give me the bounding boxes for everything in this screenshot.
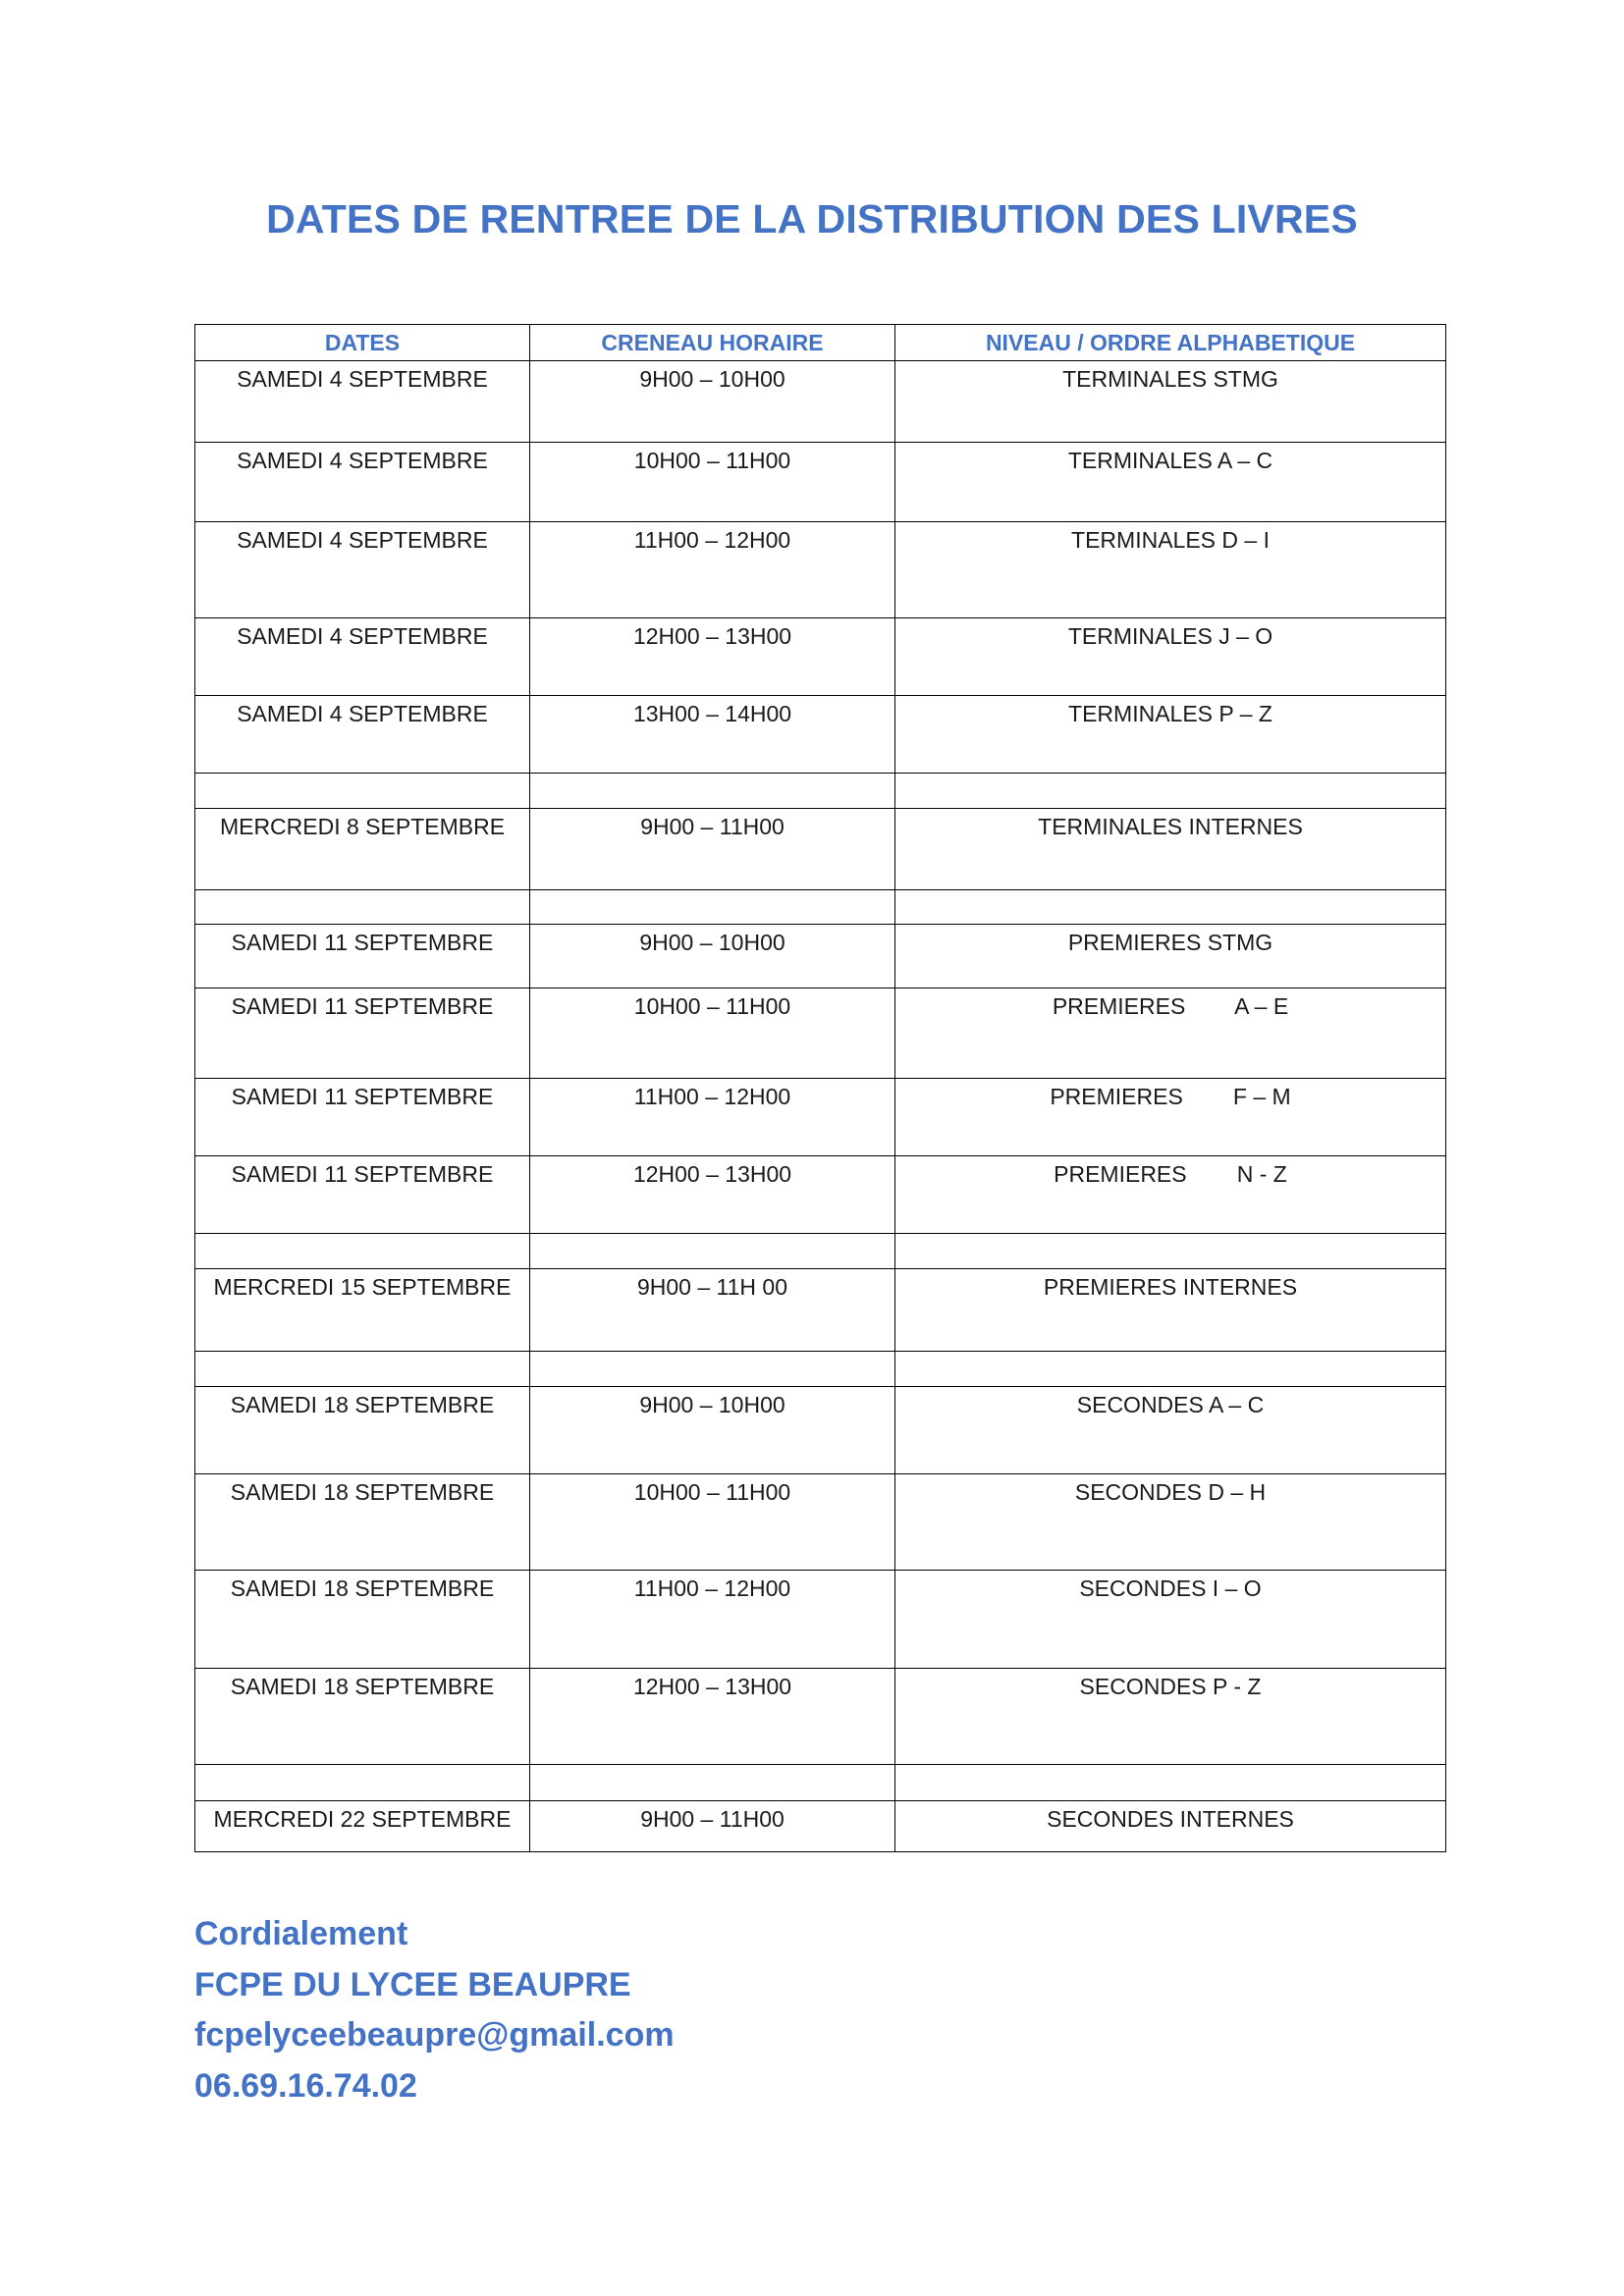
table-row [195, 618, 1446, 696]
table-row [195, 988, 1446, 1079]
cell-level: SECONDES D – H [895, 1474, 1446, 1571]
table-row [195, 1474, 1446, 1571]
cell-level: TERMINALES J – O [895, 618, 1446, 696]
cell-time-slot: 11H00 – 12H00 [530, 1571, 895, 1669]
table-row [195, 1571, 1446, 1669]
cell-date [195, 1234, 530, 1269]
cell-time-slot: 9H00 – 11H00 [530, 1801, 895, 1852]
cell-time-slot [530, 890, 895, 925]
table-row [195, 696, 1446, 774]
cell-time-slot [530, 1765, 895, 1801]
table-row [195, 361, 1446, 443]
cell-date: SAMEDI 4 SEPTEMBRE [195, 522, 530, 618]
cell-date: SAMEDI 11 SEPTEMBRE [195, 1156, 530, 1234]
cell-date: SAMEDI 4 SEPTEMBRE [195, 443, 530, 522]
cell-time-slot: 10H00 – 11H00 [530, 988, 895, 1079]
table-row-spacer [195, 1234, 1446, 1269]
cell-level: SECONDES I – O [895, 1571, 1446, 1669]
table-header-row [195, 325, 1446, 361]
table-row [195, 1079, 1446, 1156]
contact-phone[interactable]: 06.69.16.74.02 [194, 2066, 417, 2105]
cell-level: TERMINALES INTERNES [895, 809, 1446, 890]
column-header-time-slot: CRENEAU HORAIRE [530, 325, 895, 361]
cell-level: TERMINALES STMG [895, 361, 1446, 443]
cell-level [895, 890, 1446, 925]
table-row-spacer [195, 1352, 1446, 1387]
cell-time-slot: 13H00 – 14H00 [530, 696, 895, 774]
cell-date: MERCREDI 15 SEPTEMBRE [195, 1269, 530, 1352]
cell-time-slot: 9H00 – 10H00 [530, 361, 895, 443]
table-row [195, 1669, 1446, 1765]
column-header-level: NIVEAU / ORDRE ALPHABETIQUE [895, 325, 1446, 361]
cell-level: SECONDES INTERNES [895, 1801, 1446, 1852]
cell-level [895, 1352, 1446, 1387]
table-row [195, 522, 1446, 618]
cell-level: PREMIERES N - Z [895, 1156, 1446, 1234]
cell-level [895, 1765, 1446, 1801]
cell-time-slot: 12H00 – 13H00 [530, 618, 895, 696]
cell-date [195, 774, 530, 809]
cell-time-slot: 10H00 – 11H00 [530, 443, 895, 522]
cell-level [895, 774, 1446, 809]
cell-date: SAMEDI 11 SEPTEMBRE [195, 988, 530, 1079]
cell-time-slot: 11H00 – 12H00 [530, 522, 895, 618]
cell-time-slot: 11H00 – 12H00 [530, 1079, 895, 1156]
cell-date [195, 1765, 530, 1801]
cell-time-slot: 12H00 – 13H00 [530, 1156, 895, 1234]
closing-text: Cordialement [194, 1915, 408, 1952]
table-row [195, 443, 1446, 522]
cell-time-slot: 10H00 – 11H00 [530, 1474, 895, 1571]
cell-level: TERMINALES P – Z [895, 696, 1446, 774]
organization-name: FCPE DU LYCEE BEAUPRE [194, 1965, 631, 2003]
table-row [195, 809, 1446, 890]
table-row [195, 1387, 1446, 1474]
cell-time-slot: 9H00 – 11H 00 [530, 1269, 895, 1352]
cell-time-slot [530, 774, 895, 809]
cell-level: SECONDES A – C [895, 1387, 1446, 1474]
cell-level: PREMIERES STMG [895, 925, 1446, 988]
table-row-spacer [195, 1765, 1446, 1801]
cell-date: SAMEDI 18 SEPTEMBRE [195, 1571, 530, 1669]
cell-level: TERMINALES D – I [895, 522, 1446, 618]
signature-block [194, 1909, 675, 2111]
table-row [195, 925, 1446, 988]
cell-time-slot: 12H00 – 13H00 [530, 1669, 895, 1765]
cell-date [195, 1352, 530, 1387]
cell-level: PREMIERES INTERNES [895, 1269, 1446, 1352]
cell-date: SAMEDI 18 SEPTEMBRE [195, 1669, 530, 1765]
cell-date: SAMEDI 11 SEPTEMBRE [195, 1079, 530, 1156]
cell-date: SAMEDI 4 SEPTEMBRE [195, 618, 530, 696]
cell-level: PREMIERES F – M [895, 1079, 1446, 1156]
cell-time-slot [530, 1234, 895, 1269]
schedule-table [194, 324, 1446, 1852]
cell-date: SAMEDI 4 SEPTEMBRE [195, 696, 530, 774]
table-row-spacer [195, 890, 1446, 925]
cell-level: TERMINALES A – C [895, 443, 1446, 522]
cell-date: MERCREDI 22 SEPTEMBRE [195, 1801, 530, 1852]
table-row [195, 1156, 1446, 1234]
cell-time-slot: 9H00 – 10H00 [530, 1387, 895, 1474]
cell-level [895, 1234, 1446, 1269]
column-header-dates: DATES [195, 325, 530, 361]
cell-time-slot [530, 1352, 895, 1387]
table-row [195, 1801, 1446, 1852]
cell-date: MERCREDI 8 SEPTEMBRE [195, 809, 530, 890]
contact-email[interactable]: fcpelyceebeaupre@gmail.com [194, 2016, 675, 2054]
table-row [195, 1269, 1446, 1352]
cell-date: SAMEDI 4 SEPTEMBRE [195, 361, 530, 443]
cell-time-slot: 9H00 – 10H00 [530, 925, 895, 988]
cell-time-slot: 9H00 – 11H00 [530, 809, 895, 890]
cell-date [195, 890, 530, 925]
table-row-spacer [195, 774, 1446, 809]
cell-level: SECONDES P - Z [895, 1669, 1446, 1765]
cell-date: SAMEDI 18 SEPTEMBRE [195, 1387, 530, 1474]
cell-date: SAMEDI 11 SEPTEMBRE [195, 925, 530, 988]
cell-date: SAMEDI 18 SEPTEMBRE [195, 1474, 530, 1571]
cell-level: PREMIERES A – E [895, 988, 1446, 1079]
page-title: DATES DE RENTREE DE LA DISTRIBUTION DES LIVRES [266, 196, 1358, 241]
